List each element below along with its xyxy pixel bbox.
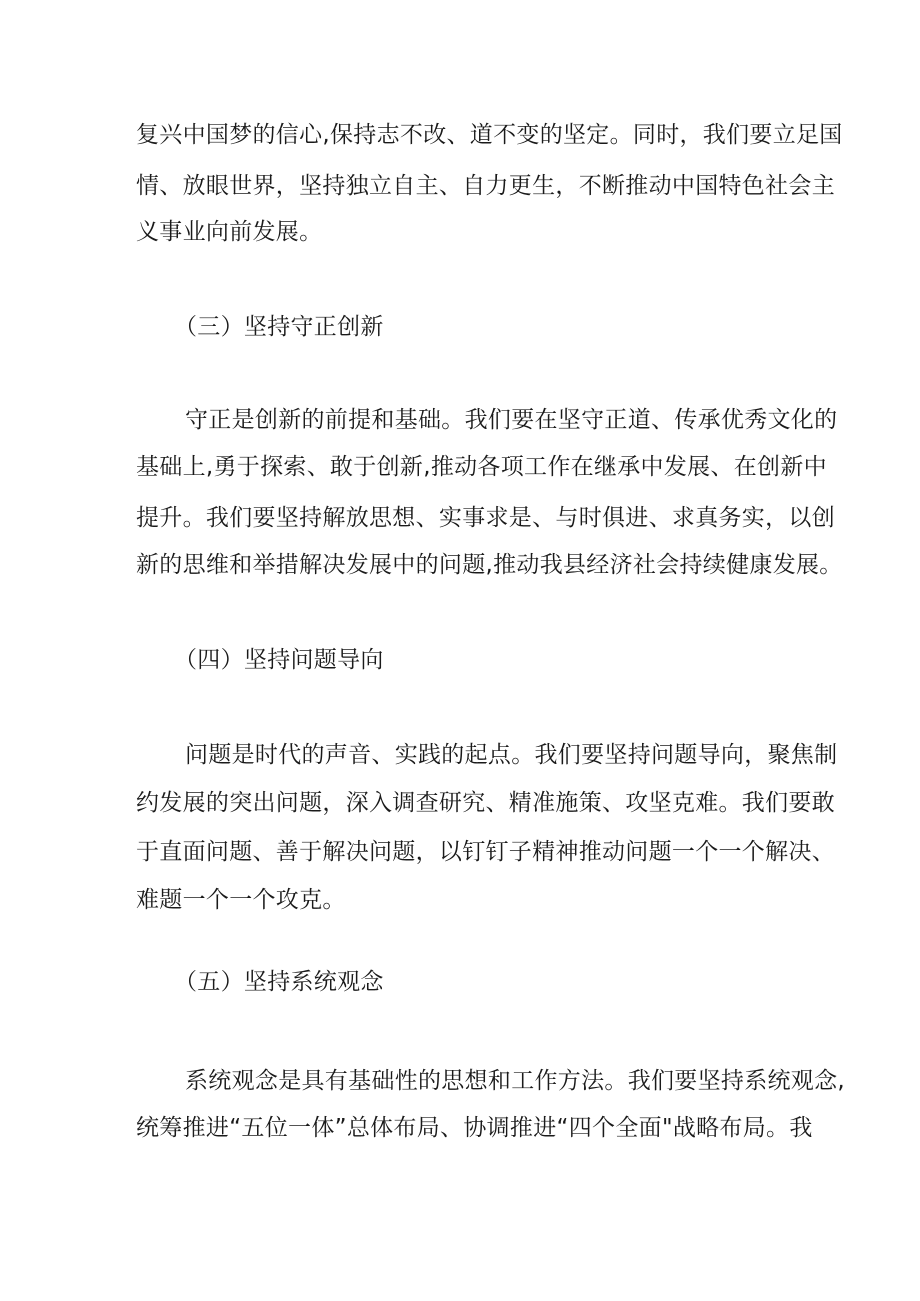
paragraph-line: 难题一个一个攻克。 bbox=[136, 887, 346, 913]
section-heading: （五）坚持系统观念 bbox=[174, 969, 384, 995]
paragraph-line: 新的思维和举措解决发展中的问题,推动我县经济社会持续健康发展。 bbox=[136, 552, 843, 578]
paragraph-line: 守正是创新的前提和基础。我们要在坚守正道、传承优秀文化的 bbox=[185, 407, 838, 433]
paragraph-line: 问题是时代的声音、实践的起点。我们要坚持问题导向，聚焦制 bbox=[185, 742, 838, 768]
paragraph-line: 提升。我们要坚持解放思想、实事求是、与时俱进、求真务实，以创 bbox=[136, 505, 835, 531]
paragraph-line: 义事业向前发展。 bbox=[136, 219, 323, 245]
paragraph-line: 统筹推进“五位一体”总体布局、协调推进“四个全面"战略布局。我 bbox=[136, 1115, 813, 1141]
paragraph-line: 系统观念是具有基础性的思想和工作方法。我们要坚持系统观念, bbox=[185, 1068, 846, 1094]
paragraph-line: 于直面问题、善于解决问题，以钉钉子精神推动问题一个一个解决、 bbox=[136, 839, 835, 865]
section-heading: （四）坚持问题导向 bbox=[174, 647, 384, 673]
paragraph-line: 情、放眼世界，坚持独立自主、自力更生，不断推动中国特色社会主 bbox=[136, 173, 835, 199]
paragraph-line: 约发展的突出问题，深入调查研究、精准施策、攻坚克难。我们要敢 bbox=[136, 790, 835, 816]
paragraph-line: 基础上,勇于探索、敢于创新,推动各项工作在继承中发展、在创新中 bbox=[136, 454, 827, 480]
paragraph-line: 复兴中国梦的信心,保持志不改、道不变的坚定。同时，我们要立足国 bbox=[136, 122, 843, 148]
section-heading: （三）坚持守正创新 bbox=[174, 314, 384, 340]
